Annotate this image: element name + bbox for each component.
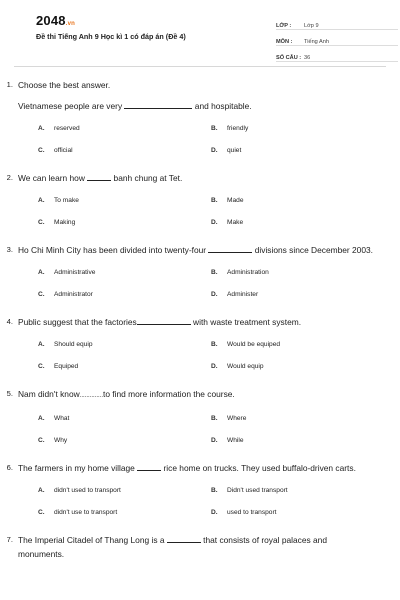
question-2 xyxy=(0,162,400,234)
meta-class-row xyxy=(276,14,398,30)
option-letter: B. xyxy=(211,415,218,422)
option-text: While xyxy=(227,437,244,444)
option-text: didn't used to transport xyxy=(54,487,121,494)
option-a[interactable] xyxy=(38,480,211,502)
option-letter: B. xyxy=(211,125,218,132)
answer-blank-dots: .............. xyxy=(79,393,103,399)
question-stem xyxy=(0,243,400,257)
option-letter: D. xyxy=(211,147,218,154)
option-list xyxy=(38,118,400,162)
answer-blank xyxy=(137,462,161,471)
question-text xyxy=(18,533,374,561)
option-letter: A. xyxy=(38,487,45,494)
option-letter: D. xyxy=(211,509,218,516)
question-instruction: Choose the best answer. xyxy=(18,80,111,90)
option-a[interactable] xyxy=(38,262,211,284)
option-text: To make xyxy=(54,197,79,204)
question-number: 3. xyxy=(6,245,13,254)
question-number: 2. xyxy=(6,173,13,182)
question-number: 4. xyxy=(6,317,13,326)
option-b[interactable] xyxy=(211,480,381,502)
option-c[interactable] xyxy=(38,212,211,234)
question-text xyxy=(18,461,374,475)
meta-count-value: 36 xyxy=(304,55,311,61)
option-b[interactable] xyxy=(211,190,381,212)
exam-title: Đề thi Tiếng Anh 9 Học kì 1 có đáp án (Đề 4) xyxy=(36,32,186,41)
answer-blank xyxy=(137,316,191,325)
option-letter: B. xyxy=(211,269,218,276)
option-list xyxy=(38,334,400,378)
option-list xyxy=(38,262,400,306)
option-letter: C. xyxy=(38,291,45,298)
question-text xyxy=(18,99,374,113)
meta-count-row xyxy=(276,46,398,62)
question-text-part: Public suggest that the factories xyxy=(18,317,137,327)
option-b[interactable] xyxy=(211,408,381,430)
question-text-part: Vietnamese people are very xyxy=(18,101,123,111)
question-text-part: Ho Chi Minh City has been divided into twenty-four xyxy=(18,245,207,255)
option-d[interactable] xyxy=(211,212,381,234)
meta-class-value: Lớp 9 xyxy=(304,23,319,29)
option-letter: A. xyxy=(38,341,45,348)
option-text: didn't use to transport xyxy=(54,509,118,516)
question-5 xyxy=(0,378,400,452)
option-c[interactable] xyxy=(38,284,211,306)
option-letter: C. xyxy=(38,437,45,444)
option-a[interactable] xyxy=(38,118,211,140)
question-text xyxy=(18,315,374,329)
answer-blank xyxy=(87,172,111,181)
option-letter: C. xyxy=(38,147,45,154)
option-text: used to transport xyxy=(227,509,277,516)
question-stem xyxy=(0,461,400,475)
question-stem xyxy=(0,315,400,329)
question-text-part: to find more information the course. xyxy=(103,389,235,399)
option-text: Make xyxy=(227,219,244,226)
option-list xyxy=(38,190,400,234)
question-text xyxy=(18,171,374,185)
question-number: 1. xyxy=(6,80,13,89)
option-d[interactable] xyxy=(211,284,381,306)
option-d[interactable] xyxy=(211,430,381,452)
option-text: Didn't used transport xyxy=(227,487,288,494)
option-text: Where xyxy=(227,415,247,422)
option-letter: D. xyxy=(211,291,218,298)
option-text: reserved xyxy=(54,125,80,132)
option-d[interactable] xyxy=(211,356,381,378)
option-list xyxy=(38,480,400,524)
option-letter: B. xyxy=(211,341,218,348)
question-text-part: rice home on trucks. They used buffalo-driven carts. xyxy=(163,463,356,473)
question-text-part: divisions since December 2003. xyxy=(254,245,373,255)
header-divider xyxy=(14,66,386,67)
question-text-part: with waste treatment system. xyxy=(193,317,302,327)
option-text: Would be equiped xyxy=(227,341,281,348)
meta-count-key: SỐ CÂU : xyxy=(276,55,302,61)
option-d[interactable] xyxy=(211,502,381,524)
option-text: Administrative xyxy=(54,269,96,276)
option-a[interactable] xyxy=(38,408,211,430)
question-4 xyxy=(0,306,400,378)
question-text-part: banh chung at Tet. xyxy=(113,173,183,183)
question-stem xyxy=(0,78,400,92)
option-c[interactable] xyxy=(38,502,211,524)
option-text: official xyxy=(54,147,73,154)
option-letter: D. xyxy=(211,363,218,370)
question-6 xyxy=(0,452,400,524)
logo-suffix: .vn xyxy=(65,21,76,27)
option-text: What xyxy=(54,415,70,422)
option-b[interactable] xyxy=(211,334,381,356)
question-text-part: The farmers in my home village xyxy=(18,463,135,473)
option-c[interactable] xyxy=(38,430,211,452)
option-letter: B. xyxy=(211,487,218,494)
option-list xyxy=(38,408,400,452)
question-list xyxy=(0,70,400,561)
option-c[interactable] xyxy=(38,140,211,162)
question-stem xyxy=(0,387,400,403)
option-letter: A. xyxy=(38,125,45,132)
option-letter: C. xyxy=(38,509,45,516)
question-text-part: The Imperial Citadel of Thang Long is a xyxy=(18,535,165,545)
page-header xyxy=(20,0,380,62)
option-letter: C. xyxy=(38,363,45,370)
question-3 xyxy=(0,234,400,306)
option-b[interactable] xyxy=(211,262,381,284)
option-a[interactable] xyxy=(38,334,211,356)
question-text xyxy=(18,387,374,403)
option-text: Why xyxy=(54,437,68,444)
answer-blank xyxy=(167,534,201,543)
option-text: friendly xyxy=(227,125,249,132)
option-letter: A. xyxy=(38,197,45,204)
question-7 xyxy=(0,524,400,561)
option-text: Equiped xyxy=(54,363,79,370)
option-letter: A. xyxy=(38,269,45,276)
option-text: Made xyxy=(227,197,244,204)
question-number-spacer xyxy=(0,99,18,113)
option-text: Administration xyxy=(227,269,269,276)
meta-subject-key: MÔN : xyxy=(276,39,293,45)
site-logo[interactable] xyxy=(36,13,75,28)
option-c[interactable] xyxy=(38,356,211,378)
question-number: 5. xyxy=(6,389,13,398)
option-text: Making xyxy=(54,219,76,226)
option-letter: D. xyxy=(211,437,218,444)
option-b[interactable] xyxy=(211,118,381,140)
question-stem xyxy=(0,99,400,113)
question-text-part: and hospitable. xyxy=(194,101,252,111)
meta-subject-value: Tiếng Anh xyxy=(304,39,329,45)
question-number: 7. xyxy=(6,535,13,544)
question-1 xyxy=(0,70,400,162)
option-text: Should equip xyxy=(54,341,93,348)
option-text: Administrator xyxy=(54,291,93,298)
option-a[interactable] xyxy=(38,190,211,212)
answer-blank xyxy=(124,100,192,109)
meta-class-key: LỚP : xyxy=(276,23,292,29)
question-text-part: that consists of royal palaces and monuments. xyxy=(18,535,327,559)
option-text: quiet xyxy=(227,147,242,154)
option-letter: D. xyxy=(211,219,218,226)
exam-meta xyxy=(276,14,398,62)
meta-subject-row xyxy=(276,30,398,46)
option-text: Administer xyxy=(227,291,259,298)
question-stem xyxy=(0,171,400,185)
question-number: 6. xyxy=(6,463,13,472)
option-letter: B. xyxy=(211,197,218,204)
question-text-part: Nam didn't know xyxy=(18,389,80,399)
logo-text: 2048 xyxy=(36,13,66,28)
option-letter: A. xyxy=(38,415,45,422)
option-text: Would equip xyxy=(227,363,264,370)
question-text-part: We can learn how xyxy=(18,173,85,183)
question-stem xyxy=(0,533,400,561)
option-d[interactable] xyxy=(211,140,381,162)
question-text xyxy=(18,243,374,257)
option-letter: C. xyxy=(38,219,45,226)
answer-blank xyxy=(208,244,252,253)
